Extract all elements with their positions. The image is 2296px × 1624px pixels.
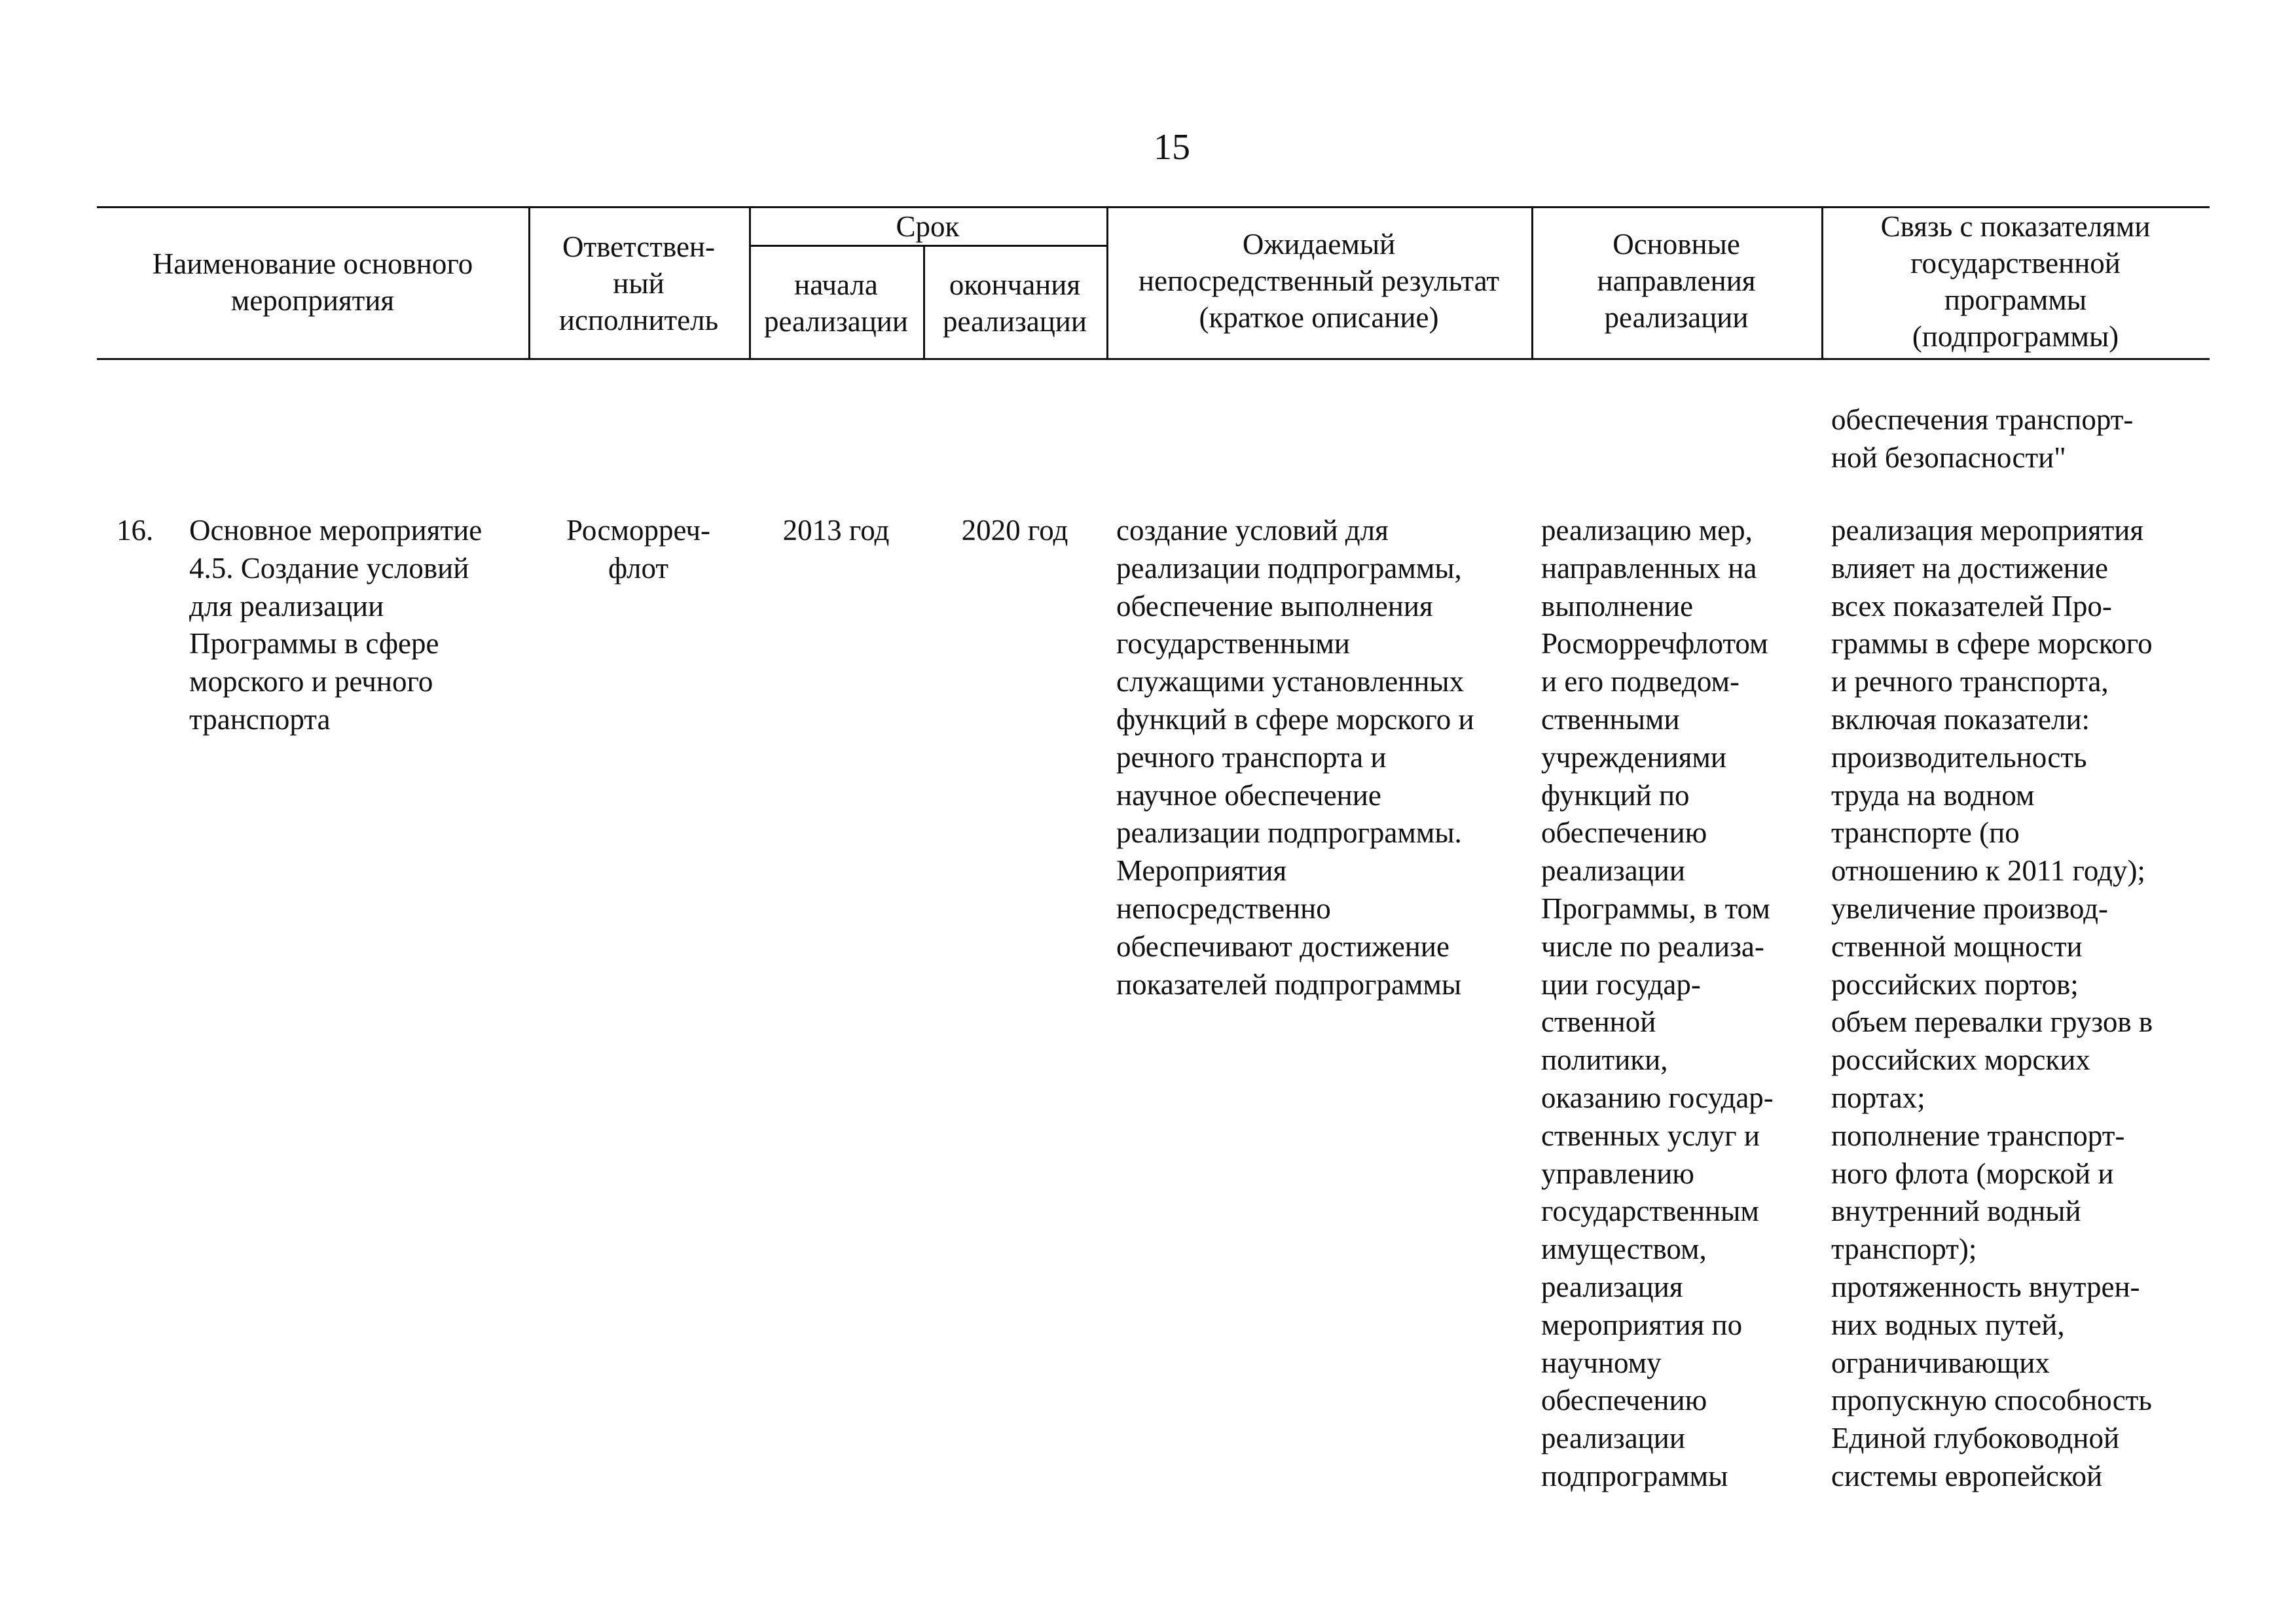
header-end: окончания реализации xyxy=(943,268,1087,338)
row-name: Основное мероприятие 4.5. Создание условий для реализации Программы в сфере морского и речного транспорта xyxy=(189,514,483,736)
header-executor: Ответствен- ный исполнитель xyxy=(558,230,719,336)
row-number: 16. xyxy=(117,514,154,547)
page-number: 15 xyxy=(1154,127,1190,168)
row-start-year: 2013 год xyxy=(782,514,890,547)
row-directions: реализацию мер, направленных на выполнение Росморречфлотом и его подведом- ственными учреждениями функций по обеспечению реализации Программы, в том числе по реализа- ции государ- ственной политики, оказанию государ- ственных услуг и управлению государственным имуществом, реализация мероприятия по научному обеспечению реализации подпрограммы xyxy=(1541,514,1774,1492)
header-link: Связь с показателями государственной программы (подпрограммы) xyxy=(1880,210,2151,353)
term-subheader-rule xyxy=(749,245,1106,247)
table-header-bottom-rule xyxy=(97,358,2210,360)
header-directions: Основные направления реализации xyxy=(1597,228,1756,334)
header-result: Ожидаемый непосредственный результат (краткое описание) xyxy=(1138,228,1500,334)
row-executor: Росморреч- флот xyxy=(566,514,710,585)
row-result: создание условий для реализации подпрограммы, обеспечение выполнения государственными служащими установленных функций в сфере морского и речного транспорта и научное обеспечение реализации подпрограммы. Мероприятия непосредственно обеспечивают достижение показателей подпрограммы xyxy=(1116,514,1474,1001)
row-end-year: 2020 год xyxy=(961,514,1068,547)
header-name: Наименование основного мероприятия xyxy=(152,247,473,317)
header-term: Срок xyxy=(896,210,960,243)
continuation-link-text: обеспечения транспорт- ной безопасности" xyxy=(1831,403,2134,474)
row-link: реализация мероприятия влияет на достижение всех показателей Про- граммы в сфере морского и речного транспорта, включая показатели: производительность труда на водном транспорте (по отношению к 2011 году); увеличение производ- ственной мощности российских портов; объем перевалки грузов в российских морских портах; пополнение транспорт- ного флота (морской и внутренний водный транспорт); протяженность внутрен- них водных путей, ограничивающих пропускную способность Единой глубоководной системы европейской xyxy=(1831,514,2153,1492)
header-start: начала реализации xyxy=(764,268,908,338)
